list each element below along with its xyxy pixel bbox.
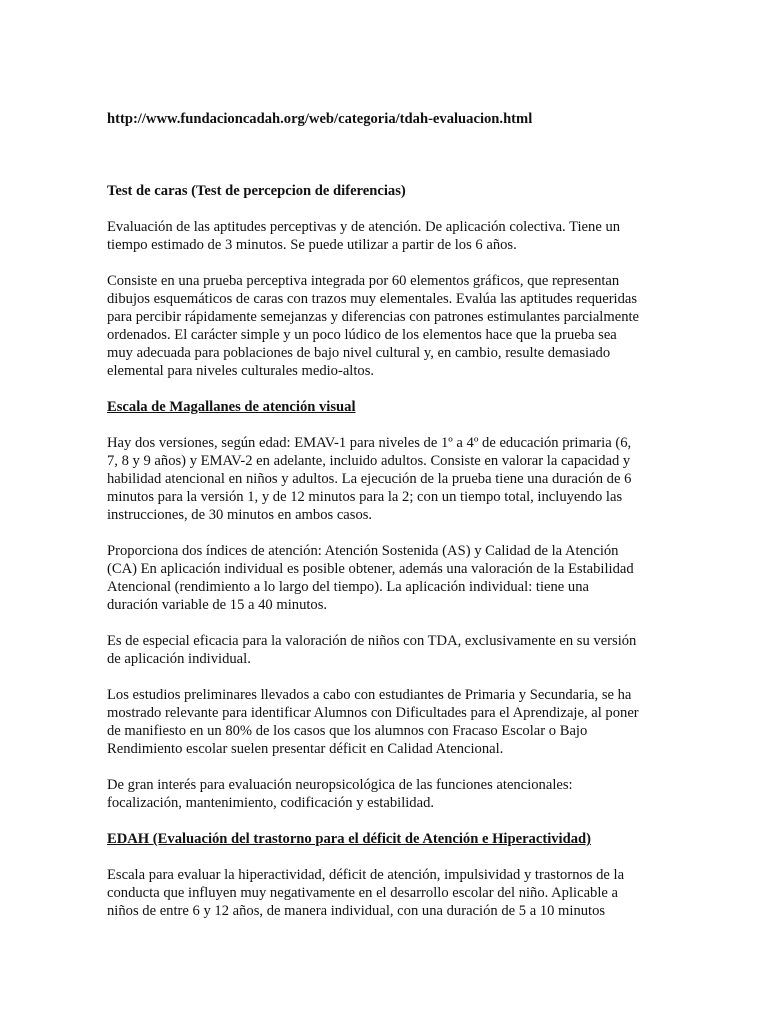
text-line: para percibir rápidamente semejanzas y diferencias con patrones estimulantes parcialmente <box>107 309 640 325</box>
text-line: habilidad atencional en niños y adultos. La ejecución de la prueba tiene una duración de 6 <box>107 471 632 487</box>
text-line: Atencional (rendimiento a lo largo del tiempo). La aplicación individual: tiene una <box>107 579 589 595</box>
magallanes-heading: Escala de Magallanes de atención visual <box>107 399 356 415</box>
source-url[interactable]: http://www.fundacioncadah.org/web/categoria/tdah-evaluacion.html <box>107 111 533 127</box>
text-line: Rendimiento escolar suelen presentar déficit en Calidad Atencional. <box>107 741 504 757</box>
test-caras-paragraph-2 <box>107 272 639 380</box>
text-line: instrucciones, de 30 minutos en ambos casos. <box>107 507 373 523</box>
text-line: de manifiesto en un 80% de los casos que los alumnos con Fracaso Escolar o Bajo <box>107 723 588 739</box>
text-line: (CA) En aplicación individual es posible obtener, además una valoración de la Estabilidad <box>107 561 634 577</box>
text-line: Es de especial eficacia para la valoración de niños con TDA, exclusivamente en su versión <box>107 633 637 649</box>
magallanes-paragraph-2 <box>107 542 634 614</box>
magallanes-paragraph-3 <box>107 632 636 668</box>
text-line: minutos para la versión 1, y de 12 minutos para la 2; con un tiempo total, incluyendo las <box>107 489 623 505</box>
text-line: elemental para niveles culturales medio-altos. <box>107 363 375 379</box>
text-line: Proporciona dos índices de atención: Atención Sostenida (AS) y Calidad de la Atención <box>107 543 619 559</box>
text-line: conducta que influyen muy negativamente en el desarrollo escolar del niño. Aplicable a <box>107 885 619 901</box>
text-line: tiempo estimado de 3 minutos. Se puede utilizar a partir de los 6 años. <box>107 237 517 253</box>
text-line: niños de entre 6 y 12 años, de manera individual, con una duración de 5 a 10 minutos <box>107 903 606 919</box>
text-line: Escala para evaluar la hiperactividad, déficit de atención, impulsividad y trastornos de la <box>107 867 625 883</box>
text-line: muy adecuada para poblaciones de bajo nivel cultural y, en cambio, resulte demasiado <box>107 345 611 361</box>
text-line: duración variable de 15 a 40 minutos. <box>107 597 328 613</box>
edah-heading: EDAH (Evaluación del trastorno para el déficit de Atención e Hiperactividad) <box>107 831 591 847</box>
test-caras-heading: Test de caras (Test de percepcion de diferencias) <box>107 183 406 199</box>
magallanes-paragraph-4 <box>107 686 639 758</box>
text-line: Hay dos versiones, según edad: EMAV-1 para niveles de 1º a 4º de educación primaria (6, <box>107 435 632 451</box>
text-line: mostrado relevante para identificar Alumnos con Dificultades para el Aprendizaje, al poner <box>107 705 639 721</box>
magallanes-paragraph-5 <box>107 776 573 812</box>
text-line: dibujos esquemáticos de caras con trazos muy elementales. Evalúa las aptitudes requeridas <box>107 291 638 307</box>
text-line: focalización, mantenimiento, codificación y estabilidad. <box>107 795 435 811</box>
magallanes-paragraph-1 <box>107 434 631 524</box>
edah-paragraph-1 <box>107 866 624 920</box>
text-line: de aplicación individual. <box>107 651 251 667</box>
test-caras-paragraph-1 <box>107 218 620 254</box>
text-line: Evaluación de las aptitudes perceptivas y de atención. De aplicación colectiva. Tiene un <box>107 219 621 235</box>
text-line: 7, 8 y 9 años) y EMAV-2 en adelante, incluido adultos. Consiste en valorar la capacidad y <box>107 453 631 469</box>
text-line: De gran interés para evaluación neuropsicológica de las funciones atencionales: <box>107 777 573 793</box>
text-line: ordenados. El carácter simple y un poco lúdico de los elementos hace que la prueba sea <box>107 327 617 343</box>
text-line: Los estudios preliminares llevados a cabo con estudiantes de Primaria y Secundaria, se ha <box>107 687 632 703</box>
text-line: Consiste en una prueba perceptiva integrada por 60 elementos gráficos, que representan <box>107 273 620 289</box>
